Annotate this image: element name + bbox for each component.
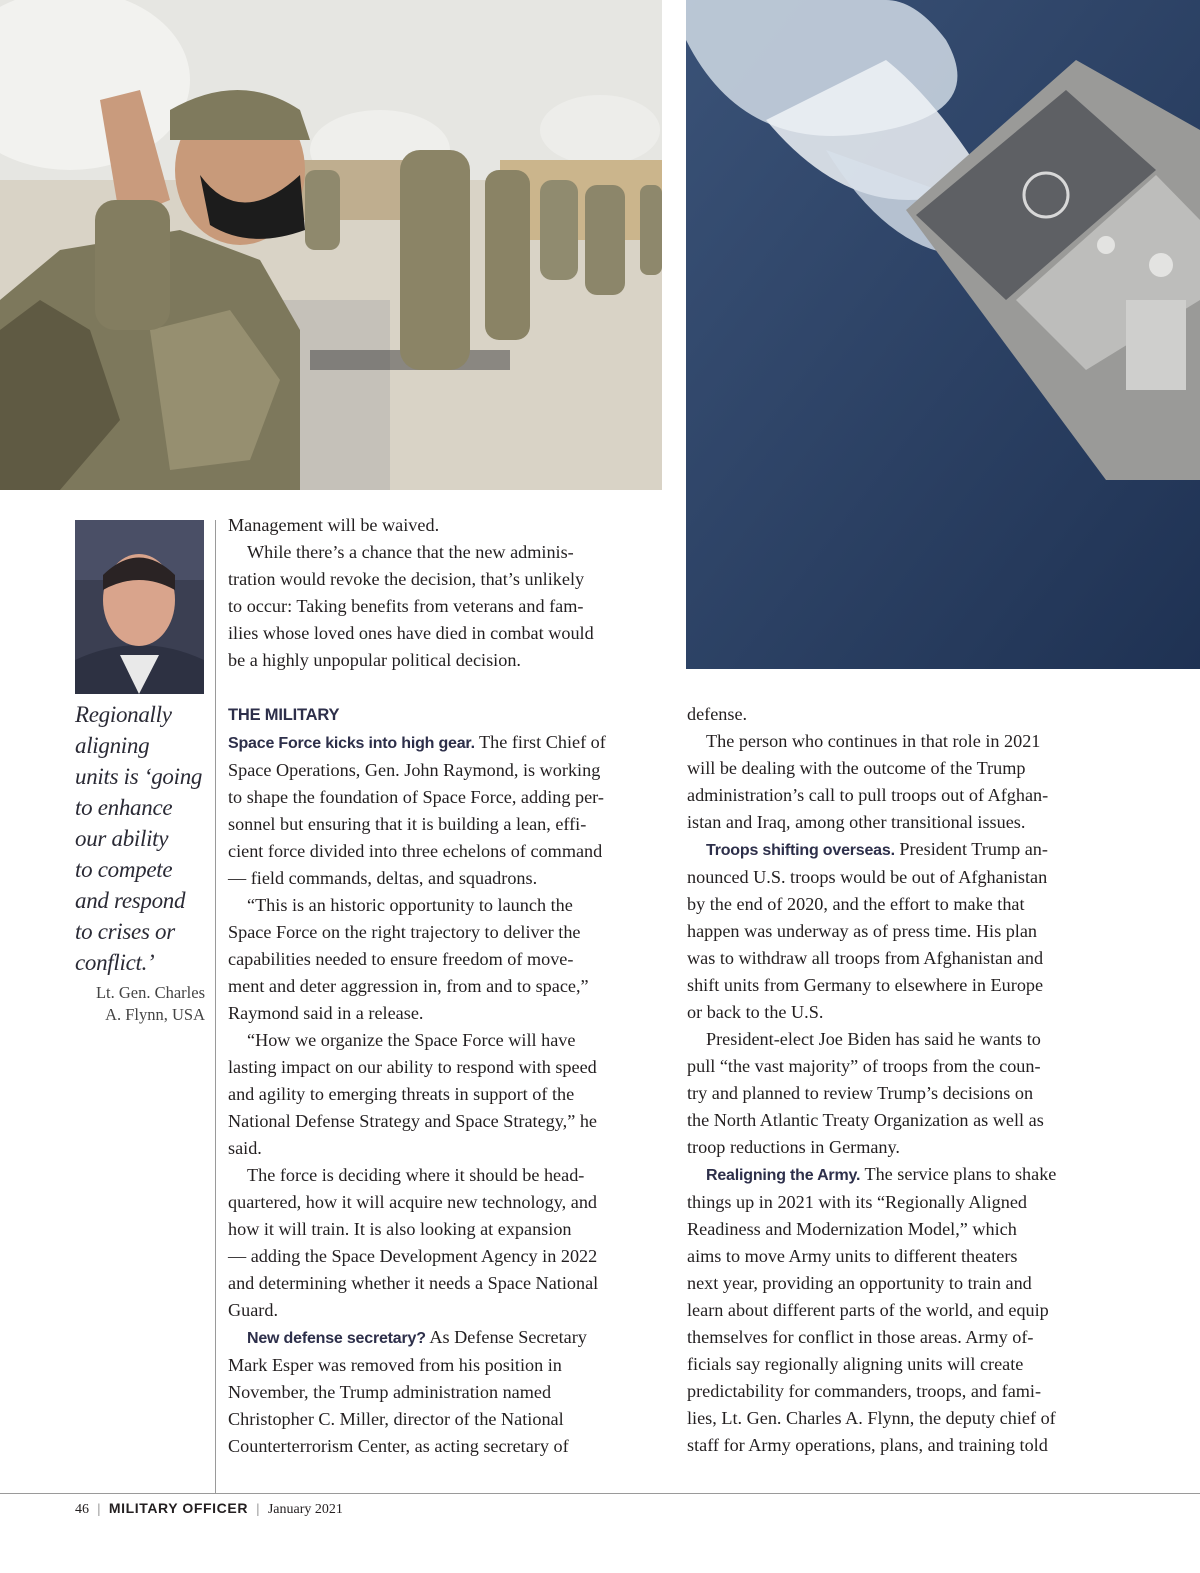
line-text: troop reductions in Germany.: [687, 1137, 900, 1157]
line-text: to shape the foundation of Space Force, adding per-: [228, 787, 604, 807]
issue-date: January 2021: [267, 1502, 343, 1517]
line-text: pull “the vast majority” of troops from the coun-: [687, 1056, 1041, 1076]
article-line: [687, 891, 1127, 918]
article-line: [228, 892, 668, 919]
run-in-heading: New defense secretary?: [247, 1330, 426, 1347]
line-text: said.: [228, 1138, 262, 1158]
column-divider: [215, 520, 216, 1493]
line-text: next year, providing an opportunity to train and: [687, 1273, 1032, 1293]
pull-quote-line: units is ‘going: [75, 764, 203, 789]
article-line: [228, 1189, 668, 1216]
article-line: [228, 1406, 668, 1433]
line-text: As Defense Secretary: [425, 1327, 587, 1347]
line-text: ment and deter aggression in, from and to space,”: [228, 976, 589, 996]
line-text: was to withdraw all troops from Afghanistan and: [687, 948, 1044, 968]
line-text: lasting impact on our ability to respond with speed: [228, 1057, 597, 1077]
article-line: [228, 973, 668, 1000]
run-in-heading: Space Force kicks into high gear.: [228, 735, 475, 752]
article-line: [228, 1433, 668, 1460]
article-line: [687, 864, 1127, 891]
line-text: administration’s call to pull troops out of Afghan-: [687, 785, 1049, 805]
photo-ship-aerial: [686, 0, 1200, 669]
article-line: [228, 620, 668, 647]
article-line: [228, 865, 668, 892]
line-text: The service plans to shake: [860, 1164, 1057, 1184]
line-text: tration would revoke the decision, that’s unlikely: [228, 569, 585, 589]
line-text: Readiness and Modernization Model,” which: [687, 1219, 1017, 1239]
line-text: The person who continues in that role in 2021: [706, 731, 1041, 751]
line-text: ficials say regionally aligning units will create: [687, 1354, 1024, 1374]
article-line: [687, 782, 1127, 809]
line-text: try and planned to review Trump’s decisions on: [687, 1083, 1034, 1103]
line-text: shift units from Germany to elsewhere in Europe: [687, 975, 1044, 995]
line-text: how it will train. It is also looking at expansion: [228, 1219, 572, 1239]
article-line: [228, 1054, 668, 1081]
article-line: [228, 919, 668, 946]
article-column-left-top: [228, 512, 668, 674]
line-text: — field commands, deltas, and squadrons.: [228, 868, 538, 888]
pull-quote-line: aligning: [75, 733, 150, 758]
pull-quote-line: our ability: [75, 826, 169, 851]
article-line: [228, 593, 668, 620]
article-line: [228, 838, 668, 865]
article-column-left: [228, 701, 668, 1460]
line-text: Counterterrorism Center, as acting secretary of: [228, 1436, 569, 1456]
article-line: [687, 945, 1127, 972]
line-text: Space Operations, Gen. John Raymond, is working: [228, 760, 601, 780]
article-column-right: [687, 701, 1127, 1459]
pull-quote-line: conflict.’: [75, 950, 155, 975]
article-line: [228, 1081, 668, 1108]
article-line: [687, 972, 1127, 999]
line-text: Mark Esper was removed from his position in: [228, 1355, 562, 1375]
article-line: [228, 1379, 668, 1406]
line-text: to occur: Taking benefits from veterans and fam-: [228, 596, 584, 616]
article-line: [228, 1297, 668, 1324]
run-in-heading: Realigning the Army.: [706, 1167, 861, 1184]
line-text: happen was underway as of press time. His plan: [687, 921, 1038, 941]
article-line: [687, 1134, 1127, 1161]
article-line: [228, 1027, 668, 1054]
line-text: “This is an historic opportunity to launch the: [247, 895, 573, 915]
attribution-line: A. Flynn, USA: [105, 1005, 205, 1024]
article-line: [228, 1270, 668, 1297]
attribution-line: Lt. Gen. Charles: [95, 983, 205, 1002]
article-line: [687, 1432, 1127, 1459]
line-text: cient force divided into three echelons of command: [228, 841, 603, 861]
line-text: — adding the Space Development Agency in 2022: [228, 1246, 598, 1266]
article-line: [687, 1297, 1127, 1324]
article-line: [687, 1270, 1127, 1297]
line-text: learn about different parts of the world, and equip: [687, 1300, 1049, 1320]
line-text: sonnel but ensuring that it is building a lean, effi-: [228, 814, 587, 834]
line-text: staff for Army operations, plans, and training told: [687, 1435, 1048, 1455]
line-text: themselves for conflict in those areas. Army of-: [687, 1327, 1034, 1347]
article-line: [228, 512, 668, 539]
footer-rule: [0, 1493, 1200, 1494]
line-text: will be dealing with the outcome of the Trump: [687, 758, 1026, 778]
line-text: things up in 2021 with its “Regionally Aligned: [687, 1192, 1027, 1212]
photo-portrait-flynn: [75, 520, 204, 694]
pull-quote-line: Regionally: [75, 702, 172, 727]
article-line: [228, 729, 668, 757]
article-line: [687, 809, 1127, 836]
article-line: [228, 1000, 668, 1027]
pull-quote-line: and respond: [75, 888, 186, 913]
line-text: defense.: [687, 704, 748, 724]
line-text: aims to move Army units to different theaters: [687, 1246, 1018, 1266]
article-line: [687, 918, 1127, 945]
article-line: [687, 1161, 1127, 1189]
line-text: Management will be waived.: [228, 515, 440, 535]
line-text: quartered, how it will acquire new technology, and: [228, 1192, 598, 1212]
page-number: 46: [75, 1502, 89, 1517]
article-line: [228, 647, 668, 674]
section-heading-text: THE MILITARY: [228, 706, 340, 724]
line-text: lies, Lt. Gen. Charles A. Flynn, the deputy chief of: [687, 1408, 1056, 1428]
line-text: capabilities needed to ensure freedom of move-: [228, 949, 574, 969]
pull-quote-line: to crises or: [75, 919, 175, 944]
article-line: [228, 946, 668, 973]
article-line: [687, 1216, 1127, 1243]
article-line: [228, 539, 668, 566]
article-line: [687, 1378, 1127, 1405]
line-text: While there’s a chance that the new adminis-: [247, 542, 574, 562]
line-text: Guard.: [228, 1300, 278, 1320]
article-line: [228, 566, 668, 593]
page-footer: [75, 1497, 343, 1519]
line-text: Raymond said in a release.: [228, 1003, 424, 1023]
pull-quote-line: to compete: [75, 857, 173, 882]
line-text: and determining whether it needs a Space National: [228, 1273, 599, 1293]
line-text: nounced U.S. troops would be out of Afghanistan: [687, 867, 1048, 887]
line-text: the North Atlantic Treaty Organization as well as: [687, 1110, 1044, 1130]
article-line: [687, 1405, 1127, 1432]
article-line: [687, 1189, 1127, 1216]
line-text: President Trump an-: [894, 839, 1048, 859]
article-line: [228, 1243, 668, 1270]
pull-quote-attribution: [60, 982, 205, 1026]
article-line: [228, 1324, 668, 1352]
line-text: ilies whose loved ones have died in combat would: [228, 623, 594, 643]
footer-separator: |: [256, 1502, 260, 1517]
article-line: [687, 1351, 1127, 1378]
line-text: Space Force on the right trajectory to deliver the: [228, 922, 581, 942]
section-heading: [228, 701, 668, 729]
line-text: istan and Iraq, among other transitional issues.: [687, 812, 1026, 832]
line-text: or back to the U.S.: [687, 1002, 824, 1022]
article-line: [687, 1026, 1127, 1053]
article-line: [687, 999, 1127, 1026]
line-text: predictability for commanders, troops, and fami-: [687, 1381, 1042, 1401]
line-text: “How we organize the Space Force will have: [247, 1030, 576, 1050]
run-in-heading: Troops shifting overseas.: [706, 842, 895, 859]
article-line: [228, 1108, 668, 1135]
article-line: [687, 755, 1127, 782]
article-line: [228, 1352, 668, 1379]
line-text: Christopher C. Miller, director of the National: [228, 1409, 564, 1429]
article-line: [687, 1053, 1127, 1080]
article-line: [687, 1080, 1127, 1107]
article-line: [228, 1216, 668, 1243]
article-line: [228, 811, 668, 838]
article-line: [228, 1135, 668, 1162]
line-text: by the end of 2020, and the effort to make that: [687, 894, 1025, 914]
article-line: [228, 1162, 668, 1189]
footer-separator: |: [97, 1502, 101, 1517]
line-text: The first Chief of: [474, 732, 606, 752]
article-line: [687, 836, 1127, 864]
article-line: [687, 728, 1127, 755]
article-line: [687, 1324, 1127, 1351]
line-text: National Defense Strategy and Space Strategy,” he: [228, 1111, 597, 1131]
article-line: [687, 701, 1127, 728]
article-line: [687, 1243, 1127, 1270]
line-text: The force is deciding where it should be head-: [247, 1165, 585, 1185]
photo-soldiers-oath: [0, 0, 662, 490]
line-text: be a highly unpopular political decision.: [228, 650, 521, 670]
article-line: [687, 1107, 1127, 1134]
line-text: and agility to emerging threats in support of the: [228, 1084, 575, 1104]
article-line: [228, 757, 668, 784]
publication-name: MILITARY OFFICER: [108, 1500, 249, 1516]
line-text: President-elect Joe Biden has said he wants to: [706, 1029, 1041, 1049]
pull-quote-line: to enhance: [75, 795, 173, 820]
pull-quote: [75, 699, 210, 978]
line-text: November, the Trump administration named: [228, 1382, 552, 1402]
article-line: [228, 784, 668, 811]
